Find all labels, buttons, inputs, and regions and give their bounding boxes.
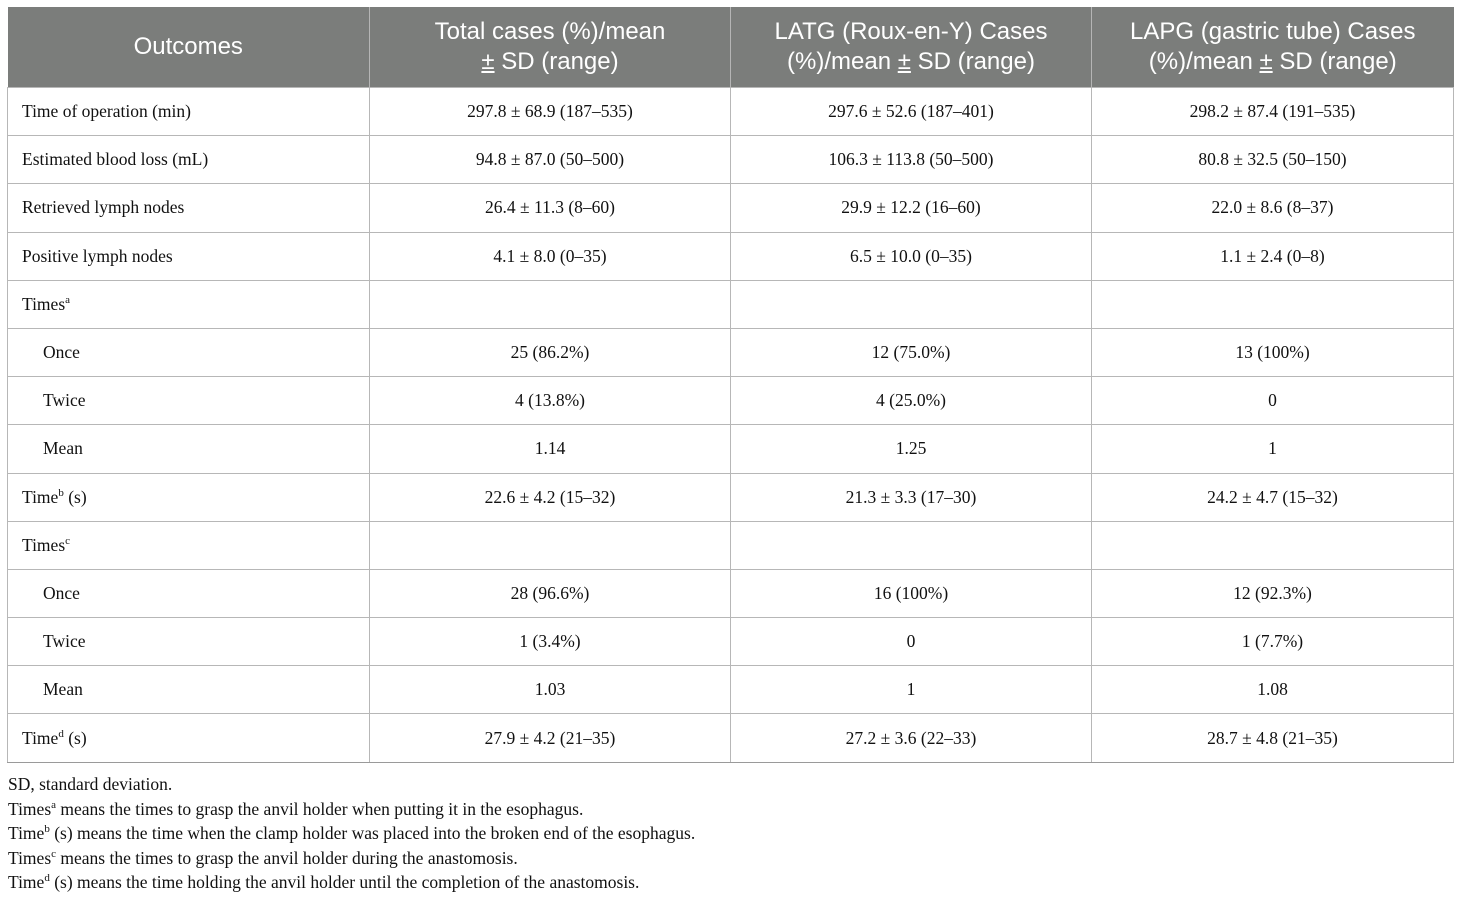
latg-cell: 106.3 ± 113.8 (50–500) bbox=[731, 136, 1092, 184]
latg-cell: 297.6 ± 52.6 (187–401) bbox=[731, 88, 1092, 136]
table-row bbox=[8, 232, 1454, 280]
total-cell: 28 (96.6%) bbox=[370, 569, 731, 617]
row-label: Times$^a$ bbox=[8, 280, 370, 328]
footnote-c: Times$^c$ means the times to grasp the anvil holder during the anastomosis. bbox=[8, 847, 518, 868]
row-label: Mean bbox=[8, 666, 370, 714]
row-label: Retrieved lymph nodes bbox=[8, 184, 370, 232]
footnote-marker: a bbox=[65, 293, 71, 306]
lapg-cell: 13 (100%) bbox=[1092, 328, 1454, 376]
latg-cell: 0 bbox=[731, 618, 1092, 666]
row-label: Time$^d$ (s) bbox=[8, 714, 370, 762]
table-row bbox=[8, 88, 1454, 136]
table-row bbox=[8, 714, 1454, 762]
table-row bbox=[8, 666, 1454, 714]
total-cell: 27.9 ± 4.2 (21–35) bbox=[370, 714, 731, 762]
header-total-cases: Total cases (%)/mean ± SD (range) bbox=[370, 7, 731, 88]
table-row bbox=[8, 569, 1454, 617]
lapg-cell bbox=[1092, 280, 1454, 328]
total-cell: 1 (3.4%) bbox=[370, 618, 731, 666]
table-row bbox=[8, 280, 1454, 328]
lapg-cell: 24.2 ± 4.7 (15–32) bbox=[1092, 473, 1454, 521]
header-lapg-cases: LAPG (gastric tube) Cases (%)/mean ± SD (range) bbox=[1092, 7, 1454, 88]
header-outcomes: Outcomes bbox=[8, 7, 370, 88]
lapg-cell: 1 (7.7%) bbox=[1092, 618, 1454, 666]
row-label: Times$^c$ bbox=[8, 521, 370, 569]
total-cell: 4.1 ± 8.0 (0–35) bbox=[370, 232, 731, 280]
lapg-cell: 12 (92.3%) bbox=[1092, 569, 1454, 617]
footnote-a: Times$^a$ means the times to grasp the anvil holder when putting it in the esophagus. bbox=[8, 798, 584, 819]
total-cell bbox=[370, 280, 731, 328]
lapg-cell: 80.8 ± 32.5 (50–150) bbox=[1092, 136, 1454, 184]
latg-cell: 1.25 bbox=[731, 425, 1092, 473]
table-row bbox=[8, 136, 1454, 184]
footnote-marker: b bbox=[58, 486, 64, 499]
row-label: Time$^b$ (s) bbox=[8, 473, 370, 521]
table-row bbox=[8, 184, 1454, 232]
latg-cell bbox=[731, 280, 1092, 328]
footnote-b: Time$^b$ (s) means the time when the clamp holder was placed into the broken end of the esophagus. bbox=[8, 823, 696, 843]
latg-cell bbox=[731, 521, 1092, 569]
total-cell: 297.8 ± 68.9 (187–535) bbox=[370, 88, 731, 136]
latg-cell: 16 (100%) bbox=[731, 569, 1092, 617]
total-cell: 26.4 ± 11.3 (8–60) bbox=[370, 184, 731, 232]
row-label: Mean bbox=[8, 425, 370, 473]
table-row bbox=[8, 473, 1454, 521]
table-row bbox=[8, 521, 1454, 569]
latg-cell: 29.9 ± 12.2 (16–60) bbox=[731, 184, 1092, 232]
total-cell: 22.6 ± 4.2 (15–32) bbox=[370, 473, 731, 521]
total-cell: 94.8 ± 87.0 (50–500) bbox=[370, 136, 731, 184]
footnote-marker: d bbox=[58, 727, 64, 740]
total-cell: 1.03 bbox=[370, 666, 731, 714]
outcomes-table bbox=[7, 7, 1454, 763]
latg-cell: 6.5 ± 10.0 (0–35) bbox=[731, 232, 1092, 280]
row-label: Twice bbox=[8, 377, 370, 425]
footnote-marker: c bbox=[65, 534, 71, 547]
row-label: Once bbox=[8, 569, 370, 617]
table-footnotes bbox=[8, 772, 1448, 895]
header-latg-cases: LATG (Roux-en-Y) Cases (%)/mean ± SD (range) bbox=[731, 7, 1092, 88]
latg-cell: 1 bbox=[731, 666, 1092, 714]
total-cell bbox=[370, 521, 731, 569]
row-label: Twice bbox=[8, 618, 370, 666]
total-cell: 25 (86.2%) bbox=[370, 328, 731, 376]
lapg-cell: 1.08 bbox=[1092, 666, 1454, 714]
table-row bbox=[8, 377, 1454, 425]
latg-cell: 27.2 ± 3.6 (22–33) bbox=[731, 714, 1092, 762]
row-label: Positive lymph nodes bbox=[8, 232, 370, 280]
footnote-d: Time$^d$ (s) means the time holding the anvil holder until the completion of the anastomosis. bbox=[8, 872, 640, 892]
lapg-cell: 1 bbox=[1092, 425, 1454, 473]
total-cell: 1.14 bbox=[370, 425, 731, 473]
total-cell: 4 (13.8%) bbox=[370, 377, 731, 425]
row-label: Estimated blood loss (mL) bbox=[8, 136, 370, 184]
footnote-sd: SD, standard deviation. bbox=[8, 774, 173, 794]
table-row bbox=[8, 618, 1454, 666]
latg-cell: 4 (25.0%) bbox=[731, 377, 1092, 425]
latg-cell: 12 (75.0%) bbox=[731, 328, 1092, 376]
latg-cell: 21.3 ± 3.3 (17–30) bbox=[731, 473, 1092, 521]
row-label: Once bbox=[8, 328, 370, 376]
lapg-cell: 0 bbox=[1092, 377, 1454, 425]
lapg-cell: 22.0 ± 8.6 (8–37) bbox=[1092, 184, 1454, 232]
lapg-cell: 298.2 ± 87.4 (191–535) bbox=[1092, 88, 1454, 136]
table-header-row bbox=[8, 7, 1454, 88]
row-label: Time of operation (min) bbox=[8, 88, 370, 136]
table-row bbox=[8, 328, 1454, 376]
table-row bbox=[8, 425, 1454, 473]
lapg-cell: 28.7 ± 4.8 (21–35) bbox=[1092, 714, 1454, 762]
lapg-cell: 1.1 ± 2.4 (0–8) bbox=[1092, 232, 1454, 280]
lapg-cell bbox=[1092, 521, 1454, 569]
